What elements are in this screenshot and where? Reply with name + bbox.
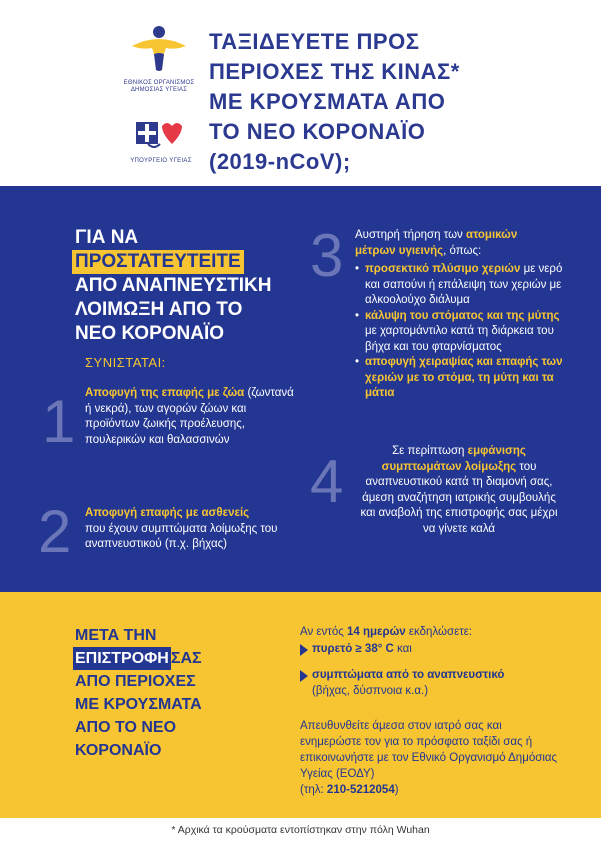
item-text: Αυστηρή τήρηση των xyxy=(355,229,463,241)
phone-number: 210-5212054 xyxy=(326,784,395,796)
bullet-bold: κάλυψη του στόματος και της μύτης xyxy=(365,309,560,322)
ministry-logo xyxy=(136,116,186,156)
step-number-4: 4 xyxy=(310,448,344,515)
heading-line: ΝΕΟ ΚΟΡΟΝΑΪΟ xyxy=(75,323,225,344)
text: Απευθυνθείτε άμεσα στον ιατρό σας και ενημερώστε τον για το πρόσφατο ταξίδι σας ή επικοινωνήστε με τον Εθνικό Οργανισμό Δημόσιας Υγείας (ΕΟΔΥ) xyxy=(300,720,558,780)
chevron-right-icon xyxy=(300,670,308,682)
bullet-text: με νερό και σαπούνι ή επάλειψη των χεριών με αλκοολούχο διάλυμα xyxy=(365,263,563,306)
fever-text xyxy=(312,641,412,657)
heading-line: ΓΙΑ ΝΑ xyxy=(75,227,139,248)
heading-line: ΜΕ ΚΡΟΥΣΜΑΤΑ xyxy=(75,696,202,713)
text-bold: συμπτώματα από το αναπνευστικό xyxy=(312,669,505,681)
title-line: ΤΑΞΙΔΕΥΕΤΕ ΠΡΟΣ xyxy=(209,29,420,54)
step-number-1: 1 xyxy=(42,388,76,455)
item-bold: Αποφυγή της επαφής με ζώα xyxy=(85,387,245,399)
text: εκδηλώσετε: xyxy=(408,626,473,638)
phone-close: ) xyxy=(394,784,399,796)
text: Αν εντός xyxy=(300,626,344,638)
ministry-name: ΥΠΟΥΡΓΕΙΟ ΥΓΕΙΑΣ xyxy=(130,158,192,164)
title-line: ΠΕΡΙΟΧΕΣ ΤΗΣ ΚΙΝΑΣ* xyxy=(209,59,460,84)
list-item xyxy=(355,355,565,402)
item-avoid-animals xyxy=(85,386,300,448)
heading-line: ΑΠΟ ΠΕΡΙΟΧΕΣ xyxy=(75,673,196,690)
text-bold: πυρετό ≥ 38° C xyxy=(312,643,394,655)
item-text: , όπως: xyxy=(443,244,482,257)
item-hygiene-intro xyxy=(355,228,555,259)
item-text: του αναπνευστικού κατά τη διαμονή σας, άμεση αναζήτηση ιατρικής συμβουλής και αναβολή της επιστροφής σας μέχρι να γίνετε καλά xyxy=(360,460,558,535)
title-line: (2019-nCoV); xyxy=(209,149,351,174)
text: (βήχας, δύσπνοια κ.α.) xyxy=(312,685,429,697)
within-days-text xyxy=(300,624,560,640)
header xyxy=(0,0,601,186)
title-line: ΜΕ ΚΡΟΥΣΜΑΤΑ ΑΠΟ xyxy=(209,89,446,114)
heading-line: ΛΟΙΜΩΞΗ ΑΠΟ ΤΟ xyxy=(75,299,243,320)
text: και xyxy=(397,643,412,655)
after-return-heading xyxy=(75,624,275,762)
item-bold: εμφάνισης συμπτωμάτων λοίμωξης xyxy=(381,445,526,473)
bullet-bold: προσεκτικό πλύσιμο χεριών xyxy=(365,263,521,275)
item-text: (ζωντανά ή νεκρά), των αγορών ζώων και προϊόντων ζωικής προέλευσης, πουλερικών και θαλασσινών xyxy=(85,387,294,446)
title-line: ΤΟ ΝΕΟ ΚΟΡΟΝΑΪΟ xyxy=(209,119,426,144)
recommend-label: ΣΥΝΙΣΤΑΤΑΙ: xyxy=(85,355,166,370)
eody-org-name: ΕΘΝΙΚΟΣ ΟΡΓΑΝΙΣΜΟΣ ΔΗΜΟΣΙΑΣ ΥΓΕΙΑΣ xyxy=(123,80,195,93)
respiratory-symptoms-text xyxy=(312,667,572,699)
bullet-bold: αποφυγή χειραψίας και επαφής των χεριών με το στόμα, τη μύτη και τα μάτια xyxy=(365,356,563,399)
phone-label: (τηλ: xyxy=(300,784,324,796)
hygiene-list xyxy=(355,262,565,402)
heading-highlight: ΠΡΟΣΤΑΤΕΥΤΕΙΤΕ xyxy=(72,250,244,274)
heading-line: ΜΕΤΑ ΤΗΝ xyxy=(75,627,157,644)
bullet-text: με χαρτομάντιλο κατά τη διάρκεια του βήχα και του φταρνίσματος xyxy=(365,325,554,353)
heading-rest: ΣΑΣ xyxy=(170,650,202,667)
heading-line: ΚΟΡΟΝΑΪΟ xyxy=(75,742,162,759)
list-item xyxy=(355,262,565,309)
item-bold: ατομικών μέτρων υγιεινής xyxy=(355,229,518,257)
step-number-2: 2 xyxy=(38,498,72,565)
item-text: που έχουν συμπτώματα λοίμωξης του αναπνευστικού (π.χ. βήχας) xyxy=(85,522,278,550)
contact-instructions xyxy=(300,718,560,798)
text-bold: 14 ημερών xyxy=(346,626,406,638)
heading-line: ΑΠΟ ΤΟ ΝΕΟ xyxy=(75,719,177,736)
chevron-right-icon xyxy=(300,644,308,656)
list-item xyxy=(355,309,565,356)
item-avoid-patients xyxy=(85,506,315,553)
heading-highlight: ΕΠΙΣΤΡΟΦΗ xyxy=(73,647,171,670)
main-title xyxy=(209,27,539,177)
item-text: Σε περίπτωση xyxy=(392,445,465,457)
prevention-heading xyxy=(75,226,305,346)
item-bold: Αποφυγή επαφής με ασθενείς xyxy=(85,507,250,519)
heading-line: ΑΠΟ ΑΝΑΠΝΕΥΣΤΙΚΗ xyxy=(75,275,272,296)
item-symptoms-abroad xyxy=(354,444,564,537)
step-number-3: 3 xyxy=(310,222,344,289)
footnote: * Αρχικά τα κρούσματα εντοπίστηκαν στην πόλη Wuhan xyxy=(171,824,430,836)
